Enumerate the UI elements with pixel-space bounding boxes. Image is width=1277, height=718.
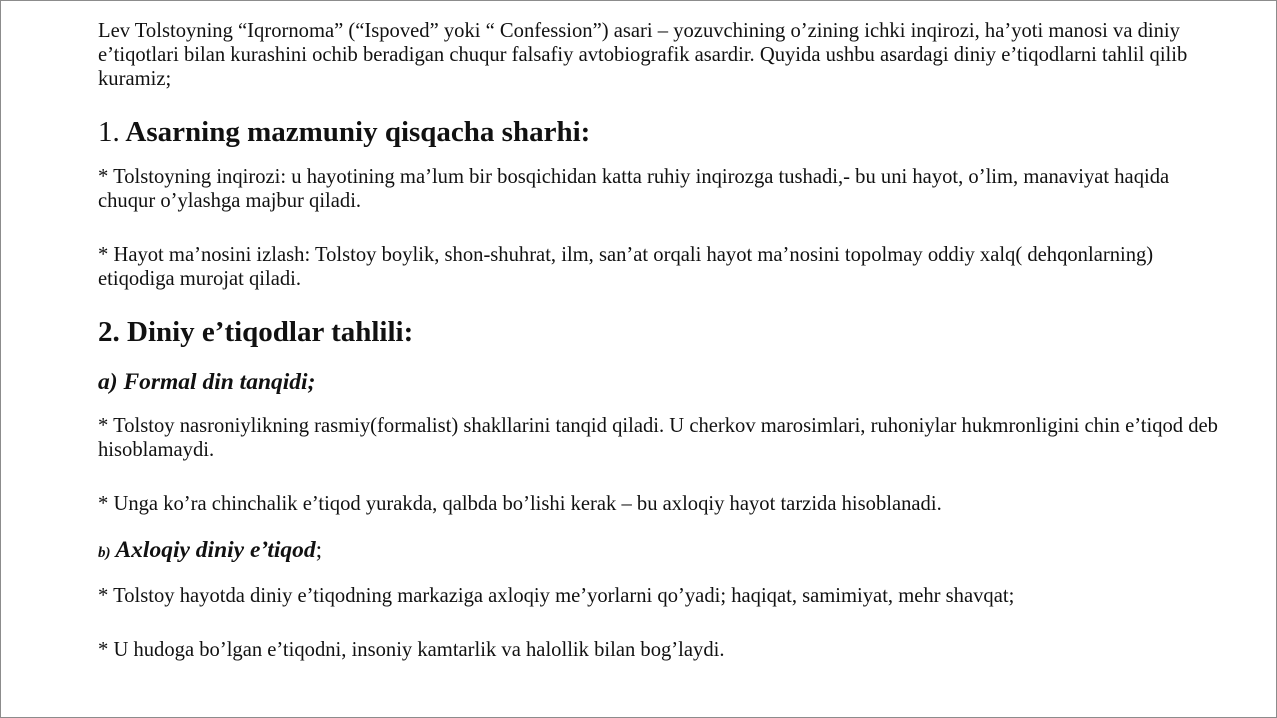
subsection-a-item-2: * Unga ko’ra chinchalik e’tiqod yurakda, qalbda bo’lishi kerak – bu axloqiy hayot tarzida hisoblanadi. (98, 493, 942, 515)
document-body (98, 19, 1218, 662)
subsection-a-heading: a) Formal din tanqidi; (98, 369, 316, 395)
subsection-b-letter: b) (98, 545, 111, 561)
section-1-item-1: * Tolstoyning inqirozi: u hayotining ma’lum bir bosqichidan katta ruhiy inqirozga tushadi,- bu uni hayot, o’lim, manaviyat haqida chuqur o’ylashga majbur qiladi. (98, 166, 1170, 212)
subsection-b-heading (98, 536, 1218, 567)
subsection-b-punct: ; (315, 537, 323, 563)
section-1-number: 1. (98, 116, 120, 148)
intro-paragraph: Lev Tolstoyning “Iqrornoma” (“Ispoved” yoki “ Confession”) asari – yozuvchining o’zining ichki inqirozi, ha’yoti manosi va diniy e’tiqotlari bilan kurashini ochib beradigan chuqur falsafiy avtobiografik asardir. Quyida ushbu asardagi diniy e’tiqodlarni tahlil qilib kuramiz; (98, 20, 1188, 90)
subsection-b-item-1: * Tolstoy hayotda diniy e’tiqodning markaziga axloqiy me’yorlarni qo’yadi; haqiqat, samimiyat, mehr shavqat; (98, 585, 1015, 607)
subsection-b-title: Axloqiy diniy e’tiqod (110, 537, 316, 563)
section-2-number: 2. (98, 316, 120, 348)
subsection-b-item-2: * U hudoga bo’lgan e’tiqodni, insoniy kamtarlik va halollik bilan bog’laydi. (98, 639, 725, 661)
section-1-heading (98, 114, 1218, 150)
subsection-a-item-1: * Tolstoy nasroniylikning rasmiy(formalist) shakllarini tanqid qiladi. U cherkov marosimlari, ruhoniylar hukmronligini chin e’tiqod deb hisoblamaydi. (98, 415, 1218, 461)
section-2-heading (98, 314, 1218, 350)
section-1-item-2: * Hayot ma’nosini izlash: Tolstoy boylik, shon-shuhrat, ilm, san’at orqali hayot ma’nosini topolmay oddiy xalq( dehqonlarning) etiqodiga murojat qiladi. (98, 244, 1154, 290)
section-2-title: Diniy e’tiqodlar tahlili: (127, 316, 414, 348)
section-1-title: Asarning mazmuniy qisqacha sharhi: (125, 116, 591, 148)
